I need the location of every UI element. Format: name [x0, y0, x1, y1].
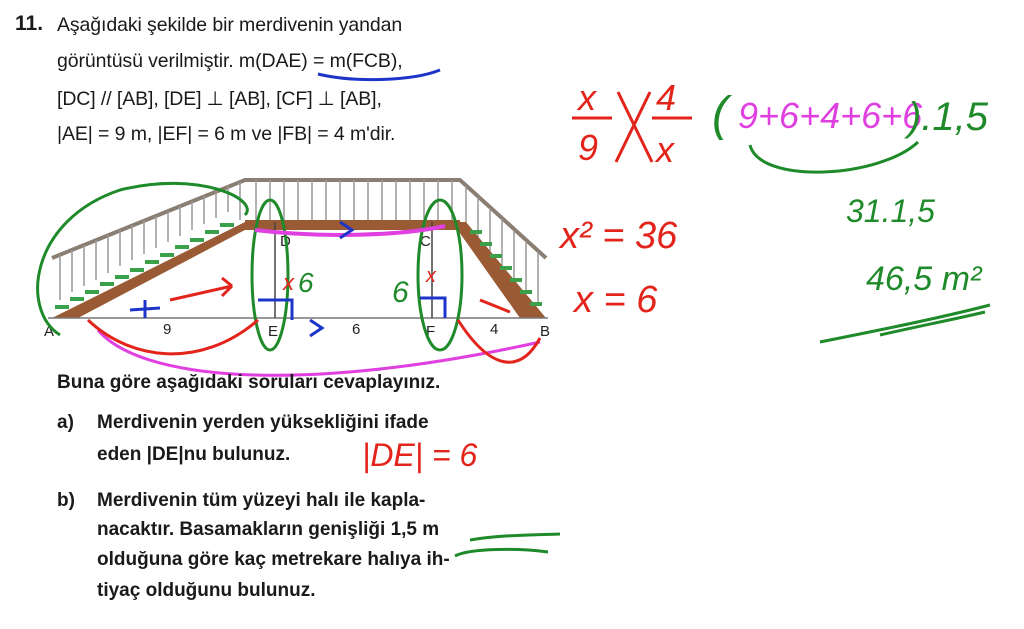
- question-line-2: görüntüsü verilmiştir. m(DAE) = m(FCB),: [57, 50, 403, 72]
- result-underline-2: [880, 312, 985, 335]
- part-b-line-1: Merdivenin tüm yüzeyi halı ile kapla-: [97, 490, 426, 511]
- point-B: B: [540, 323, 551, 340]
- cross-mark: [616, 92, 652, 162]
- result: 46,5 m²: [866, 260, 982, 298]
- fig-x-left: x: [283, 270, 294, 295]
- part-b-line-2: nacaktır. Basamakların genişliği 1,5 m: [97, 519, 440, 540]
- sum-terms: 9+6+4+6+6: [738, 95, 923, 136]
- part-b-line-4: tiyaç olduğunu bulunuz.: [97, 580, 316, 601]
- part-a-label: a): [57, 412, 74, 433]
- sum-close: ).1,5: [908, 95, 989, 139]
- blue-underline-angles: [318, 70, 440, 80]
- green-underline-halıya: [455, 549, 548, 556]
- segment-EF: 6: [352, 321, 361, 338]
- segment-AE: 9: [163, 321, 172, 338]
- green-underline-width: [470, 534, 560, 540]
- question-number: 11.: [15, 12, 44, 35]
- sum-open: (: [712, 88, 728, 141]
- point-F: F: [426, 323, 436, 340]
- instruction: Buna göre aşağıdaki soruları cevaplayınız.: [57, 372, 441, 393]
- ratio-bottom-9: 9: [578, 127, 599, 168]
- part-b-line-3: olduğuna göre kaç metrekare halıya ih-: [97, 549, 450, 570]
- eq-x-squared: x² = 36: [560, 215, 678, 257]
- result-underline-1: [820, 305, 990, 342]
- point-D: D: [280, 233, 291, 250]
- fig-six-left: 6: [298, 267, 314, 298]
- eq-x-equals-6: x = 6: [574, 279, 658, 321]
- fig-x-right: x: [426, 265, 436, 287]
- part-a-line-2: eden |DE|nu bulunuz.: [97, 444, 291, 465]
- question-line-1: Aşağıdaki şekilde bir merdivenin yandan: [57, 14, 403, 36]
- sum-underbrace: [750, 142, 918, 172]
- ratio-top-x: x: [578, 77, 596, 118]
- question-line-3: [DC] // [AB], [DE] ⊥ [AB], [CF] ⊥ [AB],: [57, 88, 382, 110]
- part-b-label: b): [57, 490, 75, 511]
- ratio-top-4: 4: [656, 77, 677, 118]
- question-line-4: |AE| = 9 m, |EF| = 6 m ve |FB| = 4 m'dir.: [57, 123, 396, 145]
- segment-FB: 4: [490, 321, 499, 338]
- ratio-bottom-x: x: [656, 129, 674, 170]
- part-a-line-1: Merdivenin yerden yüksekliğini ifade: [97, 412, 429, 433]
- step-two: 31.1,5: [846, 193, 935, 229]
- point-C: C: [420, 233, 431, 250]
- point-E: E: [268, 323, 279, 340]
- fig-six-right: 6: [392, 276, 409, 309]
- answer-a: |DE| = 6: [362, 437, 478, 473]
- point-A: A: [44, 323, 55, 340]
